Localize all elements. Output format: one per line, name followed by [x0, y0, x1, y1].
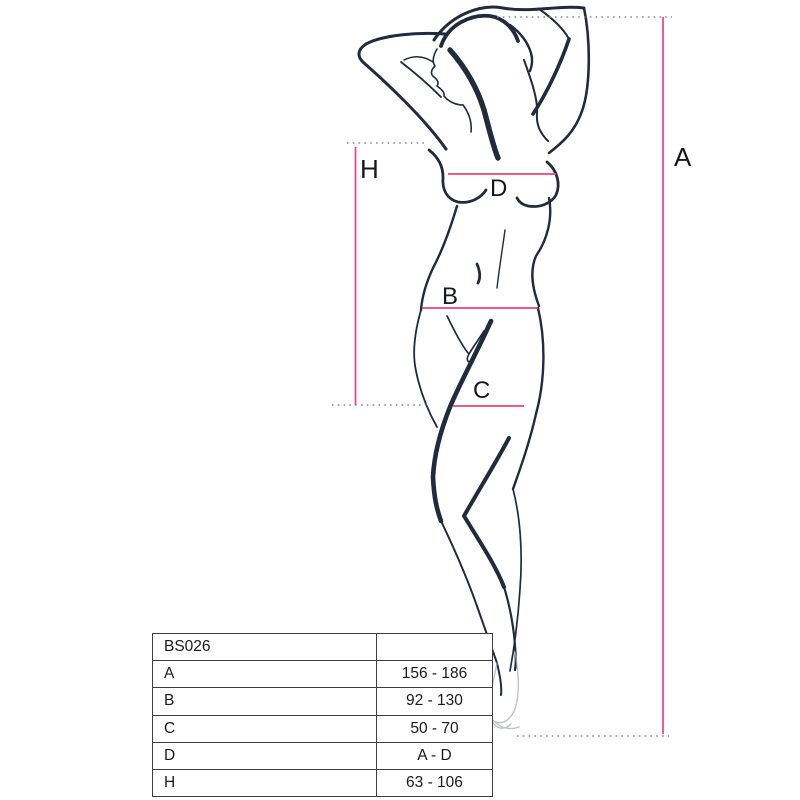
- table-cell-label: A: [164, 665, 175, 683]
- table-row: [153, 660, 492, 687]
- table-cell-label: H: [164, 773, 176, 791]
- measurement-label-h: H: [360, 154, 380, 184]
- table-row: [153, 742, 492, 769]
- table-product-code: BS026: [164, 638, 211, 656]
- table-cell-value: 63 - 106: [376, 770, 492, 796]
- table-row: [153, 769, 492, 796]
- table-cell-value: A - D: [376, 743, 492, 769]
- woman-silhouette: [359, 7, 589, 695]
- table-cell-label: D: [164, 746, 176, 764]
- measurement-label-d: D: [490, 175, 508, 202]
- measurement-label-c: C: [473, 377, 491, 404]
- table-cell-value: 156 - 186: [376, 661, 492, 687]
- table-cell-label: B: [164, 692, 175, 710]
- size-table: [152, 633, 493, 797]
- table-cell-value: 50 - 70: [376, 716, 492, 742]
- measurement-label-b: B: [442, 283, 459, 310]
- table-cell-value: 92 - 130: [376, 688, 492, 714]
- table-cell-label: C: [164, 719, 176, 737]
- table-row: [153, 715, 492, 742]
- table-row: [153, 687, 492, 714]
- table-header-row: [153, 634, 492, 660]
- measurement-label-a: A: [674, 142, 692, 172]
- table-header-value: [376, 634, 492, 660]
